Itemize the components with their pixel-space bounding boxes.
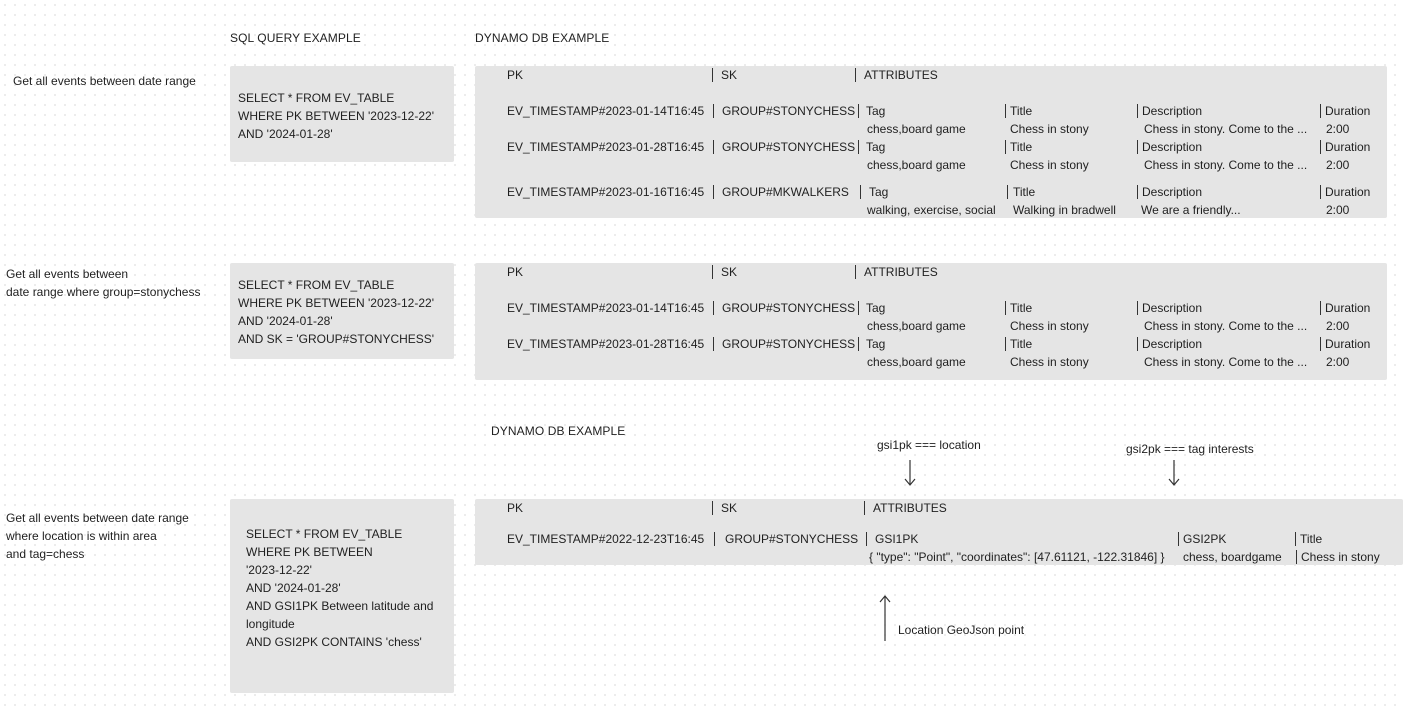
attr-value-description: Chess in stony. Come to the ...: [1144, 319, 1308, 333]
column-separator: [855, 265, 856, 279]
column-separator: [1137, 104, 1138, 118]
sql-query-3: [246, 525, 433, 651]
gsi2pk-annotation: gsi2pk === tag interests: [1126, 442, 1254, 456]
table-row-sk: GROUP#STONYCHESS: [725, 532, 859, 546]
attributes-column-header: ATTRIBUTES: [873, 501, 947, 515]
sql-line: '2023-12-22': [246, 563, 312, 577]
table-row-sk: GROUP#STONYCHESS: [722, 140, 856, 154]
table-row-pk: EV_TIMESTAMP#2022-12-23T16:45: [507, 532, 705, 546]
column-separator: [714, 532, 715, 546]
attr-value-duration: 2:00: [1326, 203, 1350, 217]
column-separator: [713, 140, 714, 154]
sql-line: AND '2024-01-28': [238, 314, 333, 328]
column-separator: [858, 301, 859, 315]
column-separator: [858, 140, 859, 154]
attr-key-duration: Duration: [1325, 337, 1371, 351]
column-separator: [713, 104, 714, 118]
attr-key-description: Description: [1142, 185, 1203, 199]
column-separator: [1320, 104, 1321, 118]
sk-column-header: SK: [721, 501, 738, 515]
column-separator: [1320, 185, 1321, 199]
sql-query-2: [238, 276, 434, 348]
attr-value-tag: chess,board game: [867, 158, 966, 172]
attr-key-title: Title: [1010, 104, 1033, 118]
attr-value-title: Chess in stony: [1010, 355, 1089, 369]
column-separator: [1320, 301, 1321, 315]
column-separator: [1005, 301, 1006, 315]
gsi1pk-annotation: gsi1pk === location: [877, 438, 981, 452]
sql-line: longitude: [246, 617, 295, 631]
row3-label: [6, 509, 189, 563]
attr-value-description: Chess in stony. Come to the ...: [1144, 122, 1308, 136]
geojson-annotation: Location GeoJson point: [898, 623, 1025, 637]
column-separator: [866, 532, 867, 546]
column-separator: [1320, 140, 1321, 154]
column-separator: [858, 337, 859, 351]
sql-query-header: SQL QUERY EXAMPLE: [230, 31, 361, 45]
attr-value-duration: 2:00: [1326, 319, 1350, 333]
attr-value-tag: chess,board game: [867, 319, 966, 333]
column-separator: [1005, 140, 1006, 154]
attr-key-tag: Tag: [866, 140, 886, 154]
column-separator: [1137, 337, 1138, 351]
sql-line: AND SK = 'GROUP#STONYCHESS': [238, 332, 435, 346]
attr-value-duration: 2:00: [1326, 122, 1350, 136]
attr-key-title: Title: [1010, 301, 1033, 315]
table-row-pk: EV_TIMESTAMP#2023-01-28T16:45: [507, 337, 705, 351]
row2-label: [6, 265, 200, 301]
row1-label-line: Get all events between date range: [13, 74, 196, 88]
pk-column-header: PK: [507, 501, 524, 515]
column-separator: [712, 68, 713, 82]
attr-value-title: Chess in stony: [1010, 319, 1089, 333]
attr-value-tag: walking, exercise, social: [867, 203, 996, 217]
sql-line: SELECT * FROM EV_TABLE: [238, 278, 395, 292]
attributes-column-header: ATTRIBUTES: [864, 265, 938, 279]
attr-value-duration: 2:00: [1326, 158, 1350, 172]
attr-key-tag: Tag: [869, 185, 889, 199]
row2-label-line: date range where group=stonychess: [6, 285, 201, 299]
attr-value-title: Chess in stony: [1301, 550, 1380, 564]
column-separator: [713, 185, 714, 199]
table-row-sk: GROUP#STONYCHESS: [722, 301, 856, 315]
column-separator: [1005, 337, 1006, 351]
column-separator: [1295, 532, 1296, 546]
sql-line: SELECT * FROM EV_TABLE: [238, 91, 395, 105]
column-separator: [864, 501, 865, 515]
column-separator: [1137, 140, 1138, 154]
attr-key-title: Title: [1300, 532, 1323, 546]
column-separator: [713, 337, 714, 351]
sk-column-header: SK: [721, 265, 738, 279]
attr-value-title: Walking in bradwell: [1013, 203, 1116, 217]
column-separator: [1137, 185, 1138, 199]
sql-line: AND '2024-01-28': [238, 127, 333, 141]
attr-value-gsi1pk: { "type": "Point", "coordinates": [47.61121, -122.31846] }: [869, 550, 1165, 564]
sql-line: AND GSI1PK Between latitude and: [246, 599, 434, 613]
column-separator: [712, 265, 713, 279]
attr-value-description: We are a friendly...: [1141, 203, 1241, 217]
attr-value-tag: chess,board game: [867, 355, 966, 369]
attr-key-description: Description: [1142, 337, 1203, 351]
up-arrow-icon: [878, 594, 892, 642]
down-arrow-icon: [903, 459, 917, 487]
attr-value-description: Chess in stony. Come to the ...: [1144, 355, 1308, 369]
table-row-pk: EV_TIMESTAMP#2023-01-16T16:45: [507, 185, 705, 199]
down-arrow-icon: [1167, 459, 1181, 487]
column-separator: [1137, 301, 1138, 315]
sql-line: WHERE PK BETWEEN '2023-12-22': [238, 296, 434, 310]
attr-value-title: Chess in stony: [1010, 122, 1089, 136]
sql-line: AND GSI2PK CONTAINS 'chess': [246, 635, 422, 649]
table-row-pk: EV_TIMESTAMP#2023-01-28T16:45: [507, 140, 705, 154]
table-row-sk: GROUP#MKWALKERS: [722, 185, 849, 199]
sql-line: SELECT * FROM EV_TABLE: [246, 527, 403, 541]
column-separator: [855, 68, 856, 82]
attr-key-description: Description: [1142, 301, 1203, 315]
attr-value-duration: 2:00: [1326, 355, 1350, 369]
sql-query-1: [238, 89, 434, 143]
attr-key-duration: Duration: [1325, 140, 1371, 154]
column-separator: [713, 301, 714, 315]
attr-key-description: Description: [1142, 140, 1203, 154]
pk-column-header: PK: [507, 265, 524, 279]
row3-label-line: and tag=chess: [6, 547, 85, 561]
attr-key-duration: Duration: [1325, 301, 1371, 315]
sk-column-header: SK: [721, 68, 738, 82]
attr-value-gsi2pk: chess, boardgame: [1183, 550, 1282, 564]
row2-label-line: Get all events between: [6, 267, 129, 281]
column-separator: [1178, 532, 1179, 546]
row3-label-line: Get all events between date range: [6, 511, 189, 525]
row3-label-line: where location is within area: [6, 529, 157, 543]
sql-line: WHERE PK BETWEEN '2023-12-22': [238, 109, 434, 123]
attr-key-title: Title: [1013, 185, 1036, 199]
attr-key-duration: Duration: [1325, 185, 1371, 199]
attr-key-duration: Duration: [1325, 104, 1371, 118]
attr-key-tag: Tag: [866, 104, 886, 118]
attr-value-tag: chess,board game: [867, 122, 966, 136]
column-separator: [1005, 104, 1006, 118]
attr-key-tag: Tag: [866, 337, 886, 351]
sql-line: AND '2024-01-28': [246, 581, 341, 595]
column-separator: [860, 185, 861, 199]
column-separator: [858, 104, 859, 118]
table-row-sk: GROUP#STONYCHESS: [722, 104, 856, 118]
attr-key-title: Title: [1010, 140, 1033, 154]
pk-column-header: PK: [507, 68, 524, 82]
attr-key-title: Title: [1010, 337, 1033, 351]
sql-line: WHERE PK BETWEEN: [246, 545, 373, 559]
attr-value-description: Chess in stony. Come to the ...: [1144, 158, 1308, 172]
dynamo-db-header: DYNAMO DB EXAMPLE: [475, 31, 610, 45]
attr-value-title: Chess in stony: [1010, 158, 1089, 172]
column-separator: [712, 501, 713, 515]
attr-key-gsi1pk: GSI1PK: [875, 532, 919, 546]
attr-key-description: Description: [1142, 104, 1203, 118]
column-separator: [1320, 337, 1321, 351]
row1-label: [13, 72, 196, 90]
attributes-column-header: ATTRIBUTES: [864, 68, 938, 82]
table-row-sk: GROUP#STONYCHESS: [722, 337, 856, 351]
dynamo-db-header-2: DYNAMO DB EXAMPLE: [491, 424, 626, 438]
table-row-pk: EV_TIMESTAMP#2023-01-14T16:45: [507, 301, 705, 315]
column-separator: [1296, 550, 1297, 564]
attr-key-gsi2pk: GSI2PK: [1183, 532, 1227, 546]
column-separator: [1007, 185, 1008, 199]
attr-key-tag: Tag: [866, 301, 886, 315]
table-row-pk: EV_TIMESTAMP#2023-01-14T16:45: [507, 104, 705, 118]
